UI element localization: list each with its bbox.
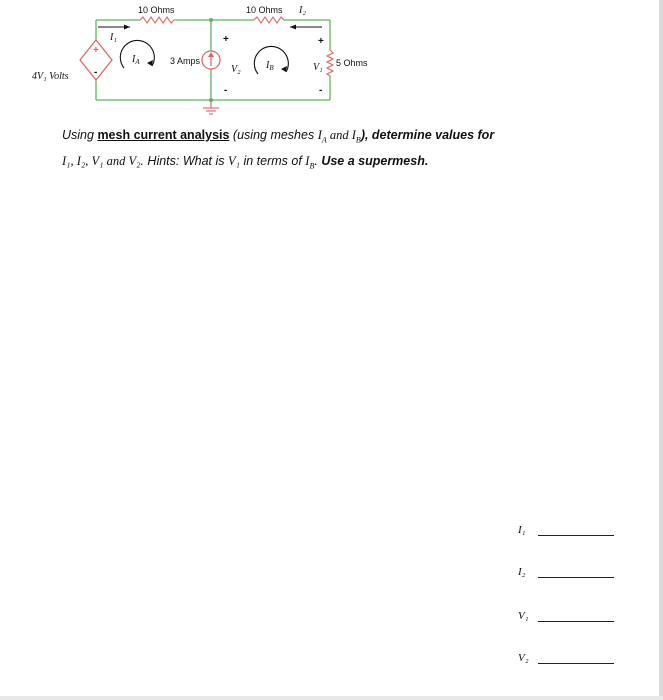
resistor-left [140,16,176,24]
dependent-source-label: 4V₁ Volts [32,71,69,82]
resistor-top-right [254,16,284,24]
svg-text:+: + [93,45,99,56]
mesh-a-label: $I_A$ [132,54,140,66]
answer-row-i2 [518,564,618,584]
answer-label-v1: V₁ [518,610,529,622]
answer-row-v1 [518,608,618,628]
current-i2-arrow [290,25,322,30]
answer-label-i2: I₂ [518,566,526,578]
problem-line-1: Using mesh current analysis (using meshes $I_A$ and $I_B$), determine values for [62,128,495,145]
voltage-v1-label: V₁ [313,62,323,73]
v2-plus-sign: + [223,34,229,45]
answer-label-i1: I₁ [518,524,526,536]
answer-blank-v2[interactable] [538,663,614,664]
v1-plus-sign: + [318,36,324,47]
answer-blank-i1[interactable] [538,535,614,536]
problem-line-2: I₁, I₂, V₁ and V₂. Hints: What is V₁ in terms of $I_B$. Use a supermesh. [62,153,429,170]
voltage-v2-label: V₂ [231,64,241,75]
svg-text:-: - [94,67,98,78]
current-i1-arrow [98,25,130,30]
mesh-b-label: $I_B$ [266,60,274,72]
answer-blank-i2[interactable] [538,577,614,578]
resistor-right-label: 5 Ohms [336,58,368,68]
current-source-label: 3 Amps [170,56,201,66]
resistor-right [326,50,334,76]
v2-minus-sign: - [224,85,228,96]
mesh-analysis-emphasis: mesh current analysis [97,128,230,142]
page-edge-right [659,0,663,700]
resistor-left-label: 10 Ohms [138,5,175,15]
resistor-top-right-label: 10 Ohms [246,5,283,15]
answer-row-i1 [518,522,618,542]
v1-minus-sign: - [319,85,323,96]
answer-blank-v1[interactable] [538,621,614,622]
current-i2-label: I₂ [299,5,306,16]
current-source-3a [202,51,220,69]
answer-label-v2: V₂ [518,652,529,664]
dependent-voltage-source [80,40,112,80]
circuit-diagram [0,0,420,118]
answer-row-v2 [518,650,618,670]
page-edge-bottom [0,696,663,700]
ground-symbol [203,100,219,114]
problem-statement [62,125,582,176]
node-top-middle [209,18,213,22]
current-i1-label: I₁ [110,32,117,43]
